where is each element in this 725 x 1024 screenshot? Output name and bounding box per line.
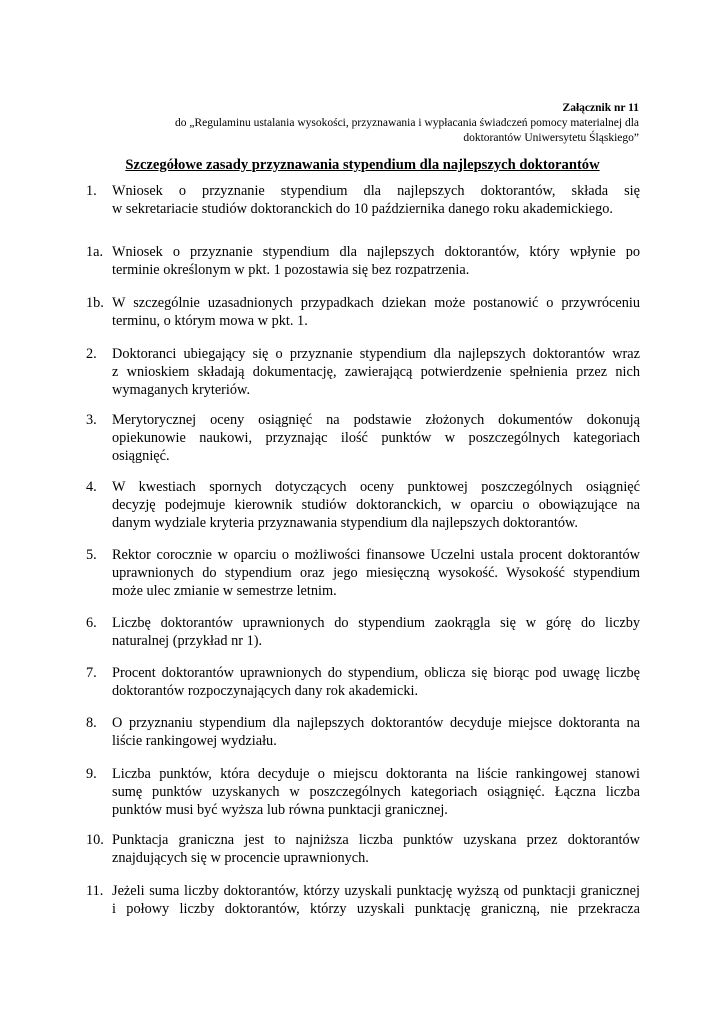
rule-text-line: Rektor corocznie w oparciu o możliwości finansowe Uczelni ustala procent doktorantów <box>112 547 640 563</box>
rule-number: 2. <box>86 346 97 362</box>
rule-text-line: opiekunowie naukowi, przyznając ilość punktów w poszczególnych kategoriach <box>112 430 640 446</box>
rule-text-line: terminu, o którym mowa w pkt. 1. <box>112 313 308 329</box>
rule-text-line: Liczbę doktorantów uprawnionych do stypendium zaokrągla się w górę do liczby <box>112 615 640 631</box>
rule-text-line: danym wydziale kryteria przyznawania stypendium dla najlepszych doktorantów. <box>112 515 578 531</box>
rule-text-line: terminie określonym w pkt. 1 pozostawia się bez rozpatrzenia. <box>112 262 470 278</box>
rule-text-line: Liczba punktów, która decyduje o miejscu doktoranta na liście rankingowej stanowi <box>112 766 640 782</box>
rule-text-line: i połowy liczby doktorantów, którzy uzyskali punktację graniczną, nie przekracza <box>112 901 640 917</box>
rule-text <box>112 831 640 867</box>
rule-item <box>86 345 640 399</box>
rule-number: 1. <box>86 183 97 199</box>
rule-item <box>86 831 640 867</box>
rule-number: 8. <box>86 715 97 731</box>
rule-text-line: Punktacja graniczna jest to najniższa liczba punktów uzyskana przez doktorantów <box>112 832 640 848</box>
rule-item <box>86 411 640 465</box>
rule-text-line: wymaganych kryteriów. <box>112 382 251 398</box>
rule-text <box>112 478 640 532</box>
rule-text-line: O przyznaniu stypendium dla najlepszych doktorantów decyduje miejsce doktoranta na <box>112 715 640 731</box>
rule-item <box>86 614 640 650</box>
rule-text-line: Wniosek o przyznanie stypendium dla najlepszych doktorantów, który wpłynie po <box>112 244 640 260</box>
rule-text-line: uprawnionych do stypendium oraz jego miesięczną wysokość. Wysokość stypendium <box>112 565 640 581</box>
rule-text-line: liście rankingowej wydziału. <box>112 733 277 749</box>
rule-number: 7. <box>86 665 97 681</box>
rule-text <box>112 182 640 218</box>
attachment-number: Załącznik nr 11 <box>562 102 639 114</box>
rule-text-line: Procent doktorantów uprawnionych do stypendium, oblicza się biorąc pod uwagę liczbę <box>112 665 640 681</box>
rule-number: 10. <box>86 832 104 848</box>
rule-item <box>86 243 640 279</box>
rule-text-line: Merytorycznej oceny osiągnięć na podstawie złożonych dokumentów dokonują <box>112 412 640 428</box>
rule-text-line: decyzję podejmuje kierownik studiów doktoranckich, w oparciu o obowiązujące na <box>112 497 640 513</box>
rule-text-line: W szczególnie uzasadnionych przypadkach dziekan może postanowić o przywróceniu <box>112 295 640 311</box>
rule-number: 3. <box>86 412 97 428</box>
rule-item <box>86 546 640 600</box>
rule-number: 4. <box>86 479 97 495</box>
rule-text-line: W kwestiach spornych dotyczących oceny punktowej poszczególnych osiągnięć <box>112 479 640 495</box>
rule-item <box>86 182 640 218</box>
rule-text-line: punktów musi być wyższa lub równa punktacji granicznej. <box>112 802 448 818</box>
attachment-regulation-line-1: do „Regulaminu ustalania wysokości, przyznawania i wypłacania świadczeń pomocy materialnej dla <box>175 117 639 129</box>
rule-number: 9. <box>86 766 97 782</box>
rule-text-line: doktorantów rozpoczynających dany rok akademicki. <box>112 683 419 699</box>
rule-number: 5. <box>86 547 97 563</box>
attachment-regulation-line-2: doktorantów Uniwersytetu Śląskiego” <box>463 132 639 144</box>
rule-text-line: sumę punktów uzyskanych w poszczególnych kategoriach osiągnięć. Łączna liczba <box>112 784 640 800</box>
rule-text <box>112 243 640 279</box>
rule-text-line: Jeżeli suma liczby doktorantów, którzy uzyskali punktację wyższą od punktacji granicznej <box>112 883 640 899</box>
rule-item <box>86 882 640 918</box>
rule-text <box>112 882 640 918</box>
rule-text-line: w sekretariacie studiów doktoranckich do 10 października danego roku akademickiego. <box>112 201 613 217</box>
rule-text <box>112 411 640 465</box>
rule-text-line: może ulec zmianie w semestrze letnim. <box>112 583 337 599</box>
rule-text <box>112 614 640 650</box>
rule-text-line: Wniosek o przyznanie stypendium dla najlepszych doktorantów, składa się <box>112 183 640 199</box>
rule-text-line: naturalnej (przykład nr 1). <box>112 633 263 649</box>
rule-text <box>112 664 640 700</box>
attachment-header <box>79 101 639 146</box>
rule-text-line: znajdujących się w procencie uprawnionych. <box>112 850 369 866</box>
rule-item <box>86 765 640 819</box>
document-title: Szczegółowe zasady przyznawania stypendium dla najlepszych doktorantów <box>125 157 600 173</box>
rule-number: 11. <box>86 883 104 899</box>
rule-item <box>86 664 640 700</box>
rule-item <box>86 478 640 532</box>
rule-text <box>112 714 640 750</box>
rule-item <box>86 294 640 330</box>
rule-item <box>86 714 640 750</box>
rule-text-line: z wnioskiem składają dokumentację, zawierającą potwierdzenie spełnienia przez nich <box>112 364 640 380</box>
rule-text <box>112 294 640 330</box>
rule-number: 6. <box>86 615 97 631</box>
rule-text-line: Doktoranci ubiegający się o przyznanie stypendium dla najlepszych doktorantów wraz <box>112 346 640 362</box>
rule-text <box>112 546 640 600</box>
rule-text <box>112 765 640 819</box>
rule-number: 1b. <box>86 295 104 311</box>
rule-text-line: osiągnięć. <box>112 448 170 464</box>
rule-text <box>112 345 640 399</box>
rule-number: 1a. <box>86 244 104 260</box>
